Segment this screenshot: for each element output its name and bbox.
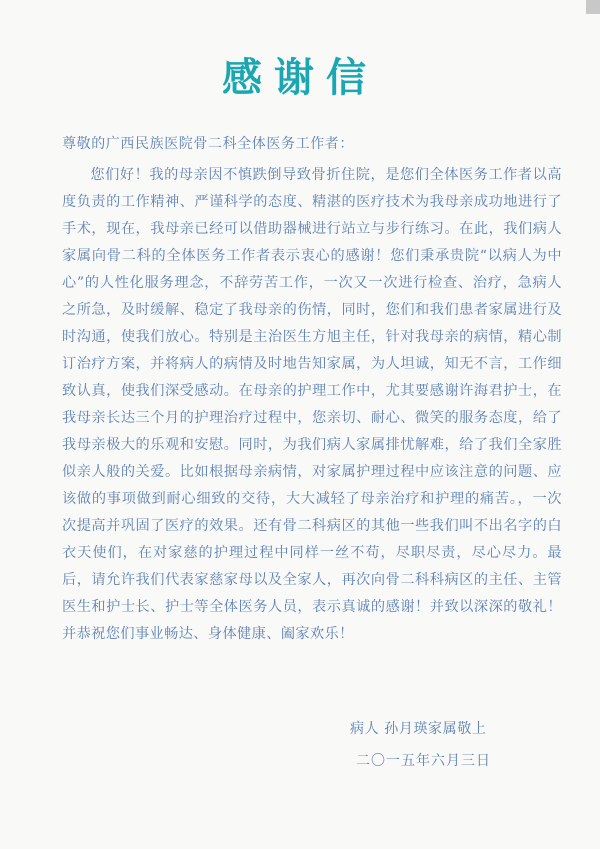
letter-greeting: 尊敬的广西民族医院骨二科全体医务工作者：: [62, 136, 354, 152]
letter-title: 感谢信: [222, 54, 378, 101]
letter-signature: 病人 孙月瑛家属敬上: [350, 721, 487, 737]
letter-date: 二〇一五年六月三日: [356, 753, 491, 769]
scan-corner-mark: [586, 0, 600, 14]
letter-body: [62, 162, 562, 648]
letter-body-paragraph: 您们好！我的母亲因不慎跌倒导致骨折住院，是您们全体医务工作者以高度负责的工作精神、严谨科学的态度、精湛的医疗技术为我母亲成功地进行了手术，现在，我母亲已经可以借助器械进行站立与步行练习。在此，我们病人家属向骨二科的全体医务工作者表示衷心的感谢！您们秉承贵院“以病人为中心”的人性化服务理念，不辞劳苦工作，一次又一次进行检查、治疗，急病人之所急，及时缓解、稳定了我母亲的伤情，同时，您们和我们患者家属进行及时沟通，使我们放心。特别是主治医生方旭主任，针对我母亲的病情，精心制订治疗方案，并将病人的病情及时地告知家属，为人坦诚，知无不言，工作细致认真，使我们深受感动。在母亲的护理工作中，尤其要感谢许海君护士，在我母亲长达三个月的护理治疗过程中，您亲切、耐心、微笑的服务态度，给了我母亲极大的乐观和安慰。同时，为我们病人家属排忧解难，给了我们全家胜似亲人般的关爱。比如根据母亲病情，对家属护理过程中应该注意的问题、应该做的事项做到耐心细致的交待，大大减轻了母亲治疗和护理的痛苦。，一次次提高并巩固了医疗的效果。还有骨二科病区的其他一些我们叫不出名字的白衣天使们，在对家慈的护理过程中同样一丝不苟，尽职尽责，尽心尽力。最后，请允许我们代表家慈家母以及全家人，再次向骨二科科病区的主任、主管医生和护士长、护士等全体医务人员，表示真诚的感谢！并致以深深的敬礼！并恭祝您们事业畅达、身体健康、阖家欢乐！: [62, 167, 562, 642]
